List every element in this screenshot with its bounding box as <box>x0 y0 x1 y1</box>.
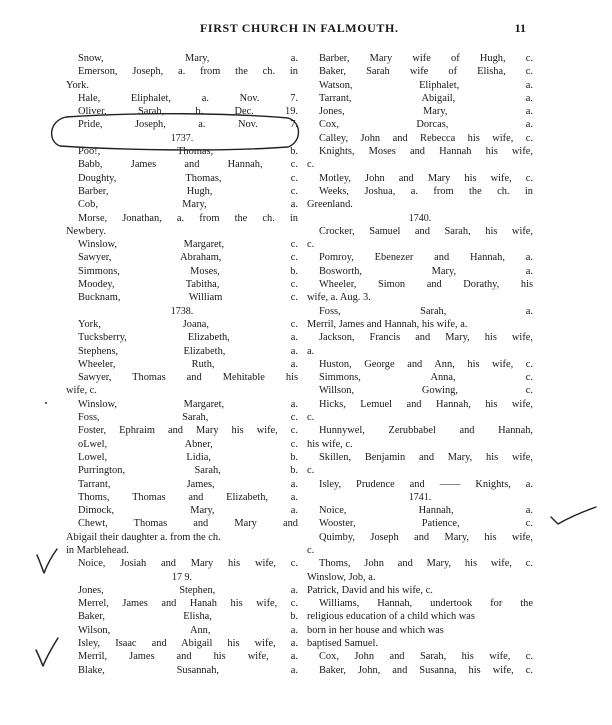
entry-line: Wheeler, Simon and Dorathy, his <box>319 279 533 291</box>
entry-line: Motley, John and Mary his wife, c. <box>319 172 533 184</box>
entry-line: Poo!, Thomas, b. <box>78 146 298 158</box>
entry-line: Wheeler, Ruth, a. <box>78 358 298 370</box>
entry-line: Pomroy, Ebenezer and Hannah, a. <box>319 252 533 264</box>
entry-line: Merril, James and his wife, a. <box>78 651 298 663</box>
entry-line: religious education of a child which was <box>307 611 475 623</box>
check-mark-icon <box>36 638 58 666</box>
entry-line: c. <box>307 239 315 251</box>
entry-line: Wooster, Patience, c. <box>319 518 533 530</box>
year-heading: 1738. <box>170 305 194 317</box>
entry-line: Isley, Prudence and —— Knights, a. <box>319 478 533 490</box>
entry-line: c. <box>307 159 315 171</box>
entry-line: Noice, Josiah and Mary his wife, c. <box>78 558 298 570</box>
entry-line: Willson, Gowing, c. <box>319 385 533 397</box>
entry-line: Merrel, James and Hanah his wife, c. <box>78 598 298 610</box>
entry-line: Foss, Sarah, c. <box>78 412 298 424</box>
entry-line: Foss, Sarah, a. <box>319 305 533 317</box>
entry-line: Oliver, Sarah, b. Dec. 19. <box>78 106 298 118</box>
entry-line: a. <box>307 345 315 357</box>
entry-line: Newbery. <box>66 225 107 237</box>
entry-line: Bosworth, Mary, a. <box>319 265 533 277</box>
entry-line: Noice, Hannah, a. <box>319 505 533 517</box>
entry-line: Patrick, David and his wife, c. <box>307 584 433 596</box>
entry-line: Pride, Joseph, a. Nov. 7. <box>78 119 298 131</box>
entry-line: Babb, James and Hannah, c. <box>78 159 298 171</box>
entry-line: c. <box>307 465 315 477</box>
year-heading: 1740. <box>408 212 432 224</box>
entry-line: Williams, Hannah, undertook for the <box>319 598 533 610</box>
entry-line: Jackson, Francis and Mary, his wife, <box>319 332 533 344</box>
entry-line: Tarrant, Abigail, a. <box>319 92 533 104</box>
entry-line: Winslow, Margaret, c. <box>78 239 298 251</box>
entry-line: Purrington, Sarah, b. <box>78 465 298 477</box>
entry-line: his wife, c. <box>307 438 353 450</box>
entry-line: Foster, Ephraim and Mary his wife, c. <box>78 425 298 437</box>
entry-line: Crocker, Samuel and Sarah, his wife, <box>319 225 533 237</box>
entry-line: Chewt, Thomas and Mary and <box>78 518 298 530</box>
entry-line: Bucknam, William c. <box>78 292 298 304</box>
entry-line: Barber, Mary wife of Hugh, c. <box>319 53 533 64</box>
entry-line: Hunnywel, Zerubbabel and Hannah, <box>319 425 533 437</box>
entry-line: baptised Samuel. <box>307 638 378 650</box>
entry-line: Tarrant, James, a. <box>78 478 298 490</box>
entry-line: Snow, Mary, a. <box>78 53 298 64</box>
entry-line: Doughty, Thomas, c. <box>78 172 298 184</box>
entry-line: Baker, John, and Susanna, his wife, c. <box>319 664 533 676</box>
entry-line: Cob, Mary, a. <box>78 199 298 211</box>
entry-line: York, Joana, c. <box>78 318 298 330</box>
entry-line: c. <box>307 544 315 556</box>
entry-line: Greenland. <box>307 199 353 211</box>
entry-line: Calley, John and Rebecca his wife, c. <box>319 132 533 144</box>
entry-line: Sawyer, Abraham, c. <box>78 252 298 264</box>
check-mark-icon <box>37 549 57 573</box>
entry-line: York. <box>66 79 89 91</box>
entry-line: born in her house and which was <box>307 624 444 636</box>
entry-line: Isley, Isaac and Abigail his wife, a. <box>78 638 298 650</box>
entry-line: Quimby, Joseph and Mary, his wife, <box>319 531 533 543</box>
entry-line: Abigail their daughter a. from the ch. <box>66 531 221 543</box>
entry-line: wife, c. <box>66 385 97 397</box>
page-title: FIRST CHURCH IN FALMOUTH. <box>200 21 399 35</box>
entry-line: Moodey, Tabitha, c. <box>78 279 298 291</box>
entry-line: in Marblehead. <box>66 544 129 556</box>
ink-dot <box>45 402 47 404</box>
entry-line: Simmons, Moses, b. <box>78 265 298 277</box>
entry-line: Sawyer, Thomas and Mehitable his <box>78 372 298 384</box>
entry-line: Merril, James and Hannah, his wife, a. <box>307 318 468 330</box>
entry-line: Simmons, Anna, c. <box>319 372 533 384</box>
entry-line: Jones, Stephen, a. <box>78 584 298 596</box>
entry-line: Baker, Elisha, b. <box>78 611 298 623</box>
entry-line: Blake, Susannah, a. <box>78 664 298 676</box>
page-number: 11 <box>514 21 526 35</box>
hand-drawn-circle-mark <box>52 114 299 150</box>
entry-line: Barber, Hugh, c. <box>78 185 298 197</box>
entry-line: Wilson, Ann, a. <box>78 624 298 636</box>
entry-line: Lowel, Lidia, b. <box>78 451 298 463</box>
check-mark-icon <box>551 507 596 524</box>
entry-line: c. <box>307 412 315 424</box>
year-heading: 1737. <box>170 132 194 144</box>
entry-line: Winslow, Job, a. <box>307 571 376 583</box>
entry-line: Jones, Mary, a. <box>319 106 533 118</box>
entry-line: Morse, Jonathan, a. from the ch. in <box>78 212 298 224</box>
entry-line: Emerson, Joseph, a. from the ch. in <box>78 66 298 78</box>
entry-line: Dimock, Mary, a. <box>78 505 298 517</box>
entry-line: Knights, Moses and Hannah his wife, <box>319 146 533 158</box>
entry-line: Skillen, Benjamin and Mary, his wife, <box>319 451 533 463</box>
entry-line: Cox, Dorcas, a. <box>319 119 533 131</box>
entry-line: Watson, Eliphalet, a. <box>319 79 533 91</box>
entry-line: Huston, George and Ann, his wife, c. <box>319 358 533 370</box>
entry-line: oLwel, Abner, c. <box>78 438 298 450</box>
entry-line: Tucksberry, Elizabeth, a. <box>78 332 298 344</box>
entry-line: Hale, Eliphalet, a. Nov. 7. <box>78 92 298 104</box>
entry-line: Thoms, Thomas and Elizabeth, a. <box>78 491 298 503</box>
entry-line: wife, a. Aug. 3. <box>307 292 371 304</box>
year-heading: 1741. <box>408 491 432 503</box>
year-heading: 17 9. <box>172 571 192 583</box>
entry-line: Stephens, Elizabeth, a. <box>78 345 298 357</box>
entry-line: Winslow, Margaret, a. <box>78 398 298 410</box>
entry-line: Baker, Sarah wife of Elisha, c. <box>319 66 533 78</box>
entry-line: Hicks, Lemuel and Hannah, his wife, <box>319 398 533 410</box>
entry-line: Thoms, John and Mary, his wife, c. <box>319 558 533 570</box>
entry-line: Weeks, Joshua, a. from the ch. in <box>319 185 533 197</box>
entry-line: Cox, John and Sarah, his wife, c. <box>319 651 533 663</box>
